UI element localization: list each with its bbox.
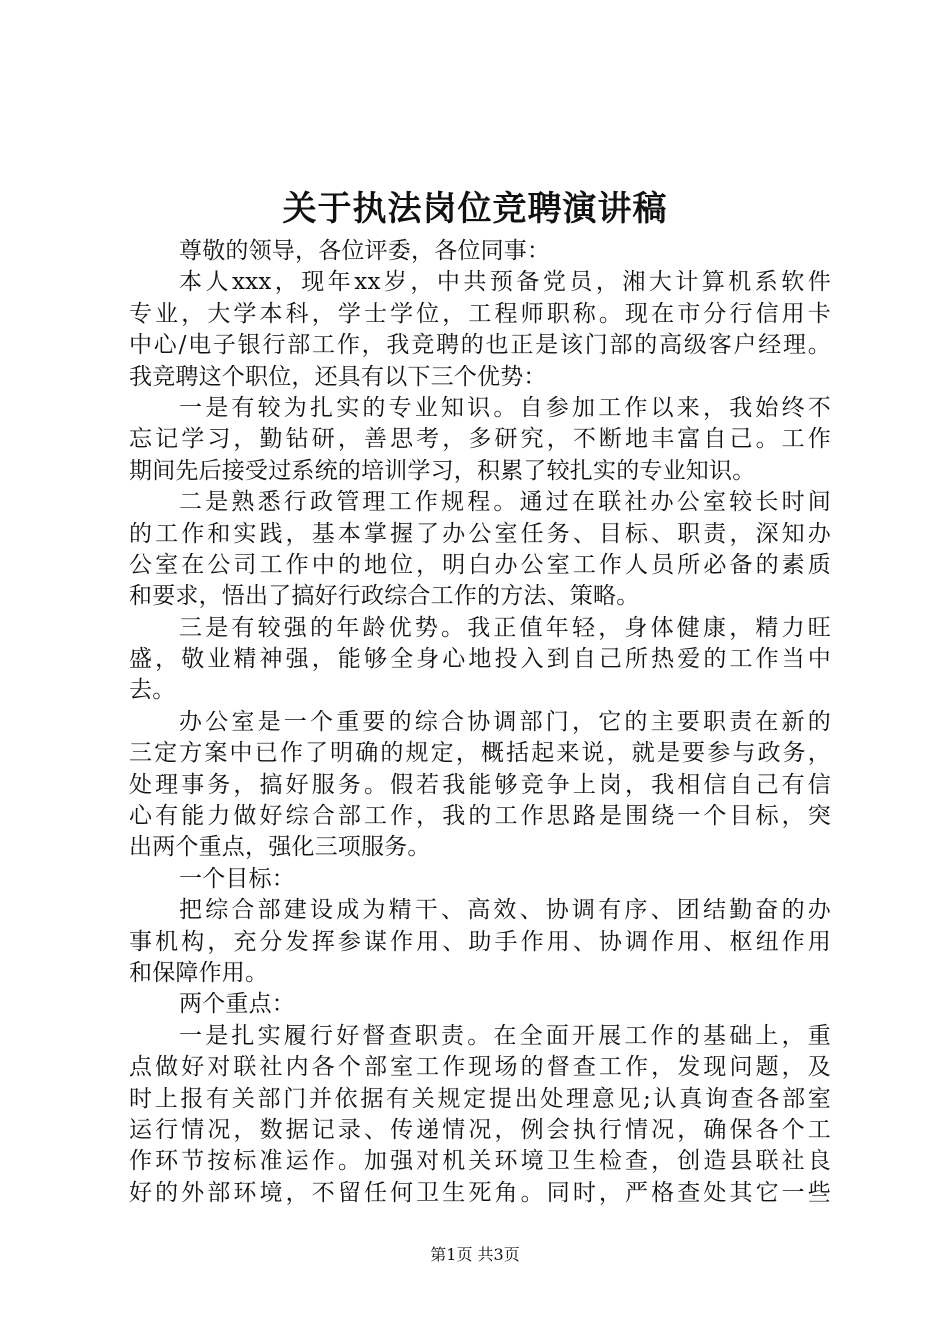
text-line: 办公室是一个重要的综合协调部门，它的主要职责在新的	[179, 708, 831, 735]
text-line: 期间先后接受过系统的培训学习，积累了较扎实的专业知识。	[129, 457, 756, 484]
text-line: 三定方案中已作了明确的规定，概括起来说，就是要参与政务，	[129, 740, 831, 767]
text-line: 事机构，充分发挥参谋作用、助手作用、协调作用、枢纽作用	[129, 928, 831, 955]
text-line: 时上报有关部门并依据有关规定提出处理意见;认真询查各部室	[129, 1085, 831, 1112]
page-footer: 第1页 共3页	[430, 1245, 520, 1264]
text-line: 我竞聘这个职位，还具有以下三个优势：	[129, 363, 547, 390]
text-line: 出两个重点，强化三项服务。	[129, 834, 431, 861]
text-line: 专业，大学本科，学士学位，工程师职称。现在市分行信用卡	[129, 300, 831, 327]
text-line: 点做好对联社内各个部室工作现场的督查工作，发现问题，及	[129, 1054, 831, 1081]
text-line: 心有能力做好综合部工作，我的工作思路是围绕一个目标，突	[129, 803, 831, 830]
text-line: 运行情况，数据记录、传递情况，例会执行情况，确保各个工	[129, 1116, 831, 1143]
text-line: 忘记学习，勤钻研，善思考，多研究，不断地丰富自己。工作	[129, 426, 831, 453]
text-line: 三是有较强的年龄优势。我正值年轻，身体健康，精力旺	[179, 614, 831, 641]
text-line: 作环节按标准运作。加强对机关环境卫生检查，创造县联社良	[129, 1148, 831, 1175]
text-line: 本人xxx，现年xx岁，中共预备党员，湘大计算机系软件	[179, 269, 831, 296]
text-line: 一是扎实履行好督查职责。在全面开展工作的基础上，重	[179, 1022, 831, 1049]
text-line: 中心/电子银行部工作，我竞聘的也正是该门部的高级客户经理。	[129, 332, 831, 359]
text-line: 处理事务，搞好服务。假若我能够竞争上岗，我相信自己有信	[129, 771, 831, 798]
text-line: 去。	[129, 677, 176, 704]
text-line: 尊敬的领导，各位评委，各位同事：	[179, 238, 551, 264]
text-line: 的工作和实践，基本掌握了办公室任务、目标、职责，深知办	[129, 520, 831, 547]
text-line: 盛，敬业精神强，能够全身心地投入到自己所热爱的工作当中	[129, 646, 831, 673]
text-line: 和保障作用。	[129, 959, 269, 986]
document-title: 关于执法岗位竞聘演讲稿	[282, 189, 668, 229]
text-line: 和要求，悟出了搞好行政综合工作的方法、策略。	[129, 583, 640, 610]
text-line: 把综合部建设成为精干、高效、协调有序、团结勤奋的办	[179, 897, 831, 924]
text-line: 二是熟悉行政管理工作规程。通过在联社办公室较长时间	[179, 489, 831, 516]
text-line: 好的外部环境，不留任何卫生死角。同时，严格查处其它一些	[129, 1179, 831, 1206]
text-line: 一是有较为扎实的专业知识。自参加工作以来，我始终不	[179, 394, 831, 421]
document-body	[129, 236, 831, 1209]
text-line: 两个重点：	[179, 991, 295, 1018]
text-line: 一个目标：	[179, 865, 295, 892]
text-line: 公室在公司工作中的地位，明白办公室工作人员所必备的素质	[129, 551, 831, 578]
